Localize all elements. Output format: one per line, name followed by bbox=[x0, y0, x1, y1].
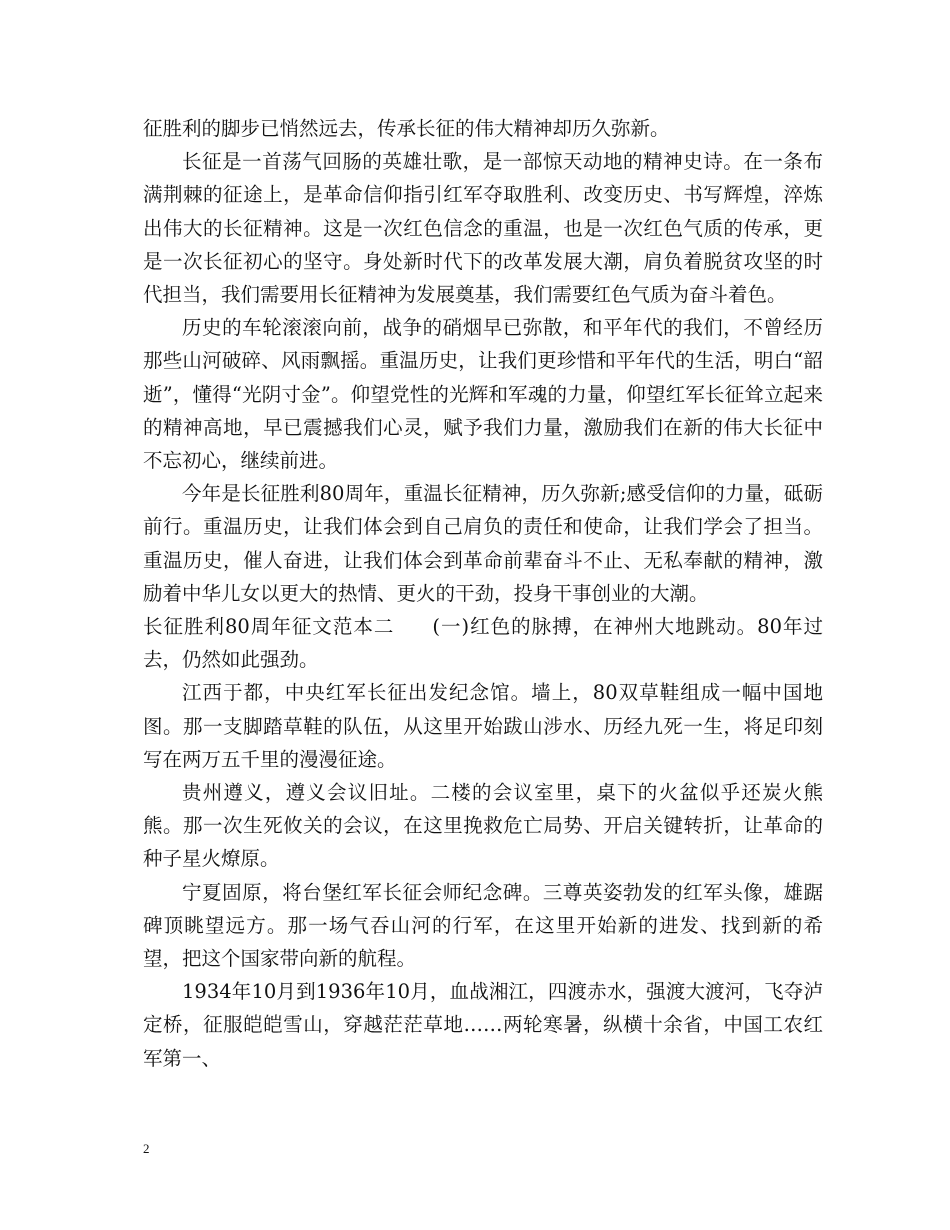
paragraph: 今年是长征胜利80周年，重温长征精神，历久弥新;感受信仰的力量，砥砺前行。重温历史，让我们体会到自己肩负的责任和使命，让我们学会了担当。重温历史，催人奋进，让我们体会到革命前辈奋斗不止、无私奉献的精神，激励着中华儿女以更大的热情、更火的干劲，投身干事创业的大潮。 bbox=[143, 482, 823, 605]
section-title: 长征胜利80周年征文范本二 bbox=[143, 615, 395, 639]
paragraph: 宁夏固原，将台堡红军长征会师纪念碑。三尊英姿勃发的红军头像，雄踞碑顶眺望远方。那一场气吞山河的行军，在这里开始新的进发、找到新的希望，把这个国家带向新的航程。 bbox=[143, 880, 823, 971]
paragraph: 历史的车轮滚滚向前，战争的硝烟早已弥散，和平年代的我们，不曾经历那些山河破碎、风雨飘摇。重温历史，让我们更珍惜和平年代的生活，明白“韶逝”，懂得“光阴寸金”。仰望党性的光辉和军魂的力量，仰望红军长征耸立起来的精神高地，早已震撼我们心灵，赋予我们力量，激励我们在新的伟大长征中不忘初心，继续前进。 bbox=[143, 316, 823, 473]
paragraph-continuation: 征胜利的脚步已悄然远去，传承长征的伟大精神却历久弥新。 bbox=[143, 117, 670, 140]
paragraph: 贵州遵义，遵义会议旧址。二楼的会议室里，桌下的火盆似乎还炭火熊熊。那一次生死攸关的会议，在这里挽救危亡局势、开启关键转折，让革命的种子星火燎原。 bbox=[143, 781, 823, 871]
paragraph: 江西于都，中央红军长征出发纪念馆。墙上，80双草鞋组成一幅中国地图。那一支脚踏草鞋的队伍，从这里开始跋山涉水、历经九死一生，将足印刻写在两万五千里的漫漫征途。 bbox=[143, 681, 823, 771]
section-intro: (一)红色的脉搏，在神州大地跳动。80年过去，仍然如此强劲。 bbox=[143, 615, 823, 672]
section-heading-line bbox=[143, 610, 823, 676]
paragraph: 长征是一首荡气回肠的英雄壮歌，是一部惊天动地的精神史诗。在一条布满荆棘的征途上，是革命信仰指引红军夺取胜利、改变历史、书写辉煌，淬炼出伟大的长征精神。这是一次红色信念的重温，也是一次红色气质的传承，更是一次长征初心的坚守。身处新时代下的改革发展大潮，肩负着脱贫攻坚的时代担当，我们需要用长征精神为发展奠基，我们需要红色气质为奋斗着色。 bbox=[143, 150, 823, 307]
document-body bbox=[143, 112, 823, 1075]
paragraph: 1934年10月到1936年10月，血战湘江，四渡赤水，强渡大渡河，飞夺泸定桥，征服皑皑雪山，穿越茫茫草地……两轮寒暑，纵横十余省，中国工农红军第一、 bbox=[143, 980, 823, 1070]
page-number: 2 bbox=[143, 1141, 150, 1156]
